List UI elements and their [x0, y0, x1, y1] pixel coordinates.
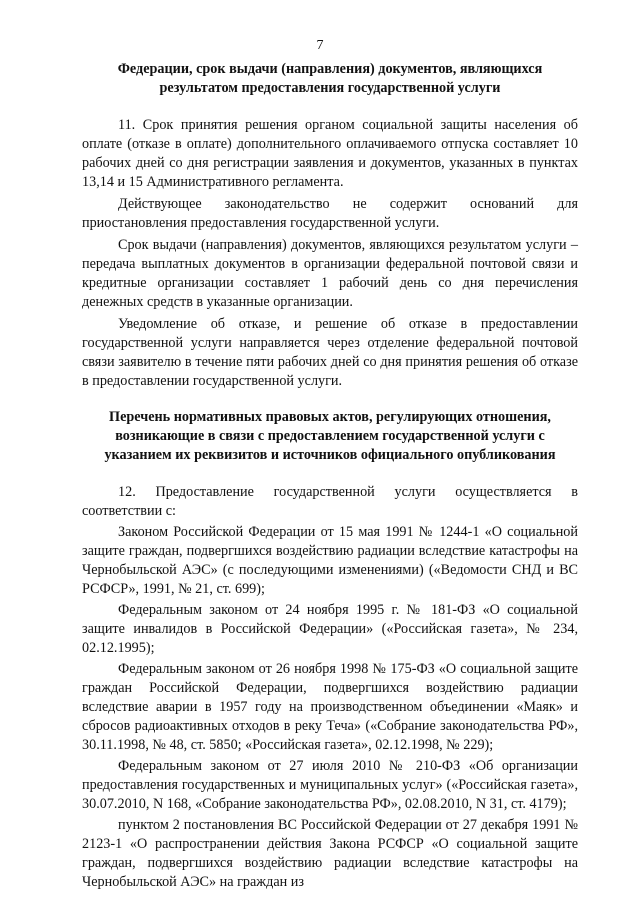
paragraph-12: 12. Предоставление государственной услуги осуществляется в соответствии с: [82, 484, 578, 519]
page-number: 7 [316, 38, 324, 53]
paragraph-no-suspension: Действующее законодательство не содержит оснований для приостановления предоставления государственной услуги. [82, 196, 578, 231]
paragraph-refusal-notice: Уведомление об отказе, и решение об отказе в предоставлении государственной услуги направляется через отделение федеральной почтовой связи заявителю в течение пяти рабочих дней со дня принятия решения об отказе в предоставлении государственной услуги. [82, 316, 578, 389]
section-heading-legal-acts: Перечень нормативных правовых актов, регулирующих отношения, возникающие в связи с предоставлением государственной услуги с указанием их реквизитов и источников официального опубликования [104, 409, 556, 463]
section-heading-deadlines: Федерации, срок выдачи (направления) документов, являющихся результатом предоставления государственной услуги [117, 61, 543, 96]
document-body [82, 60, 578, 892]
paragraph-11: 11. Срок принятия решения органом социальной защиты населения об оплате (отказе в оплате) дополнительного оплачиваемого отпуска составляет 10 рабочих дней со дня регистрации заявления и документов, указанных в пунктах 13,14 и 15 Административного регламента. [82, 117, 578, 190]
paragraph-resolution-2123-1: пунктом 2 постановления ВС Российской Федерации от 27 декабря 1991 № 2123-1 «О распространении действия Закона РСФСР «О социальной защите граждан, подвергшихся воздействию радиации вследствие катастрофы на Чернобыльской АЭС» на граждан из [82, 817, 578, 890]
paragraph-law-210-fz: Федеральным законом от 27 июля 2010 № 210-ФЗ «Об организации предоставления государственных и муниципальных услуг» («Российская газета», 30.07.2010, N 168, «Собрание законодательства РФ», 02.08.2010, N 31, ст. 4179); [82, 758, 578, 812]
paragraph-law-181-fz: Федеральным законом от 24 ноября 1995 г. № 181-ФЗ «О социальной защите инвалидов в Российской Федерации» («Российская газета», № 234, 02.12.1995); [82, 602, 578, 656]
paragraph-law-1244-1: Законом Российской Федерации от 15 мая 1991 № 1244-1 «О социальной защите граждан, подвергшихся воздействию радиации вследствие катастрофы на Чернобыльской АЭС» (с последующими изменениями) («Ведомости СНД и ВС РСФСР», 1991, № 21, ст. 699); [82, 524, 578, 597]
paragraph-delivery-deadline: Срок выдачи (направления) документов, являющихся результатом услуги – передача выплатных документов в организации федеральной почтовой связи и кредитные организации составляет 1 рабочий день со дня перечисления денежных средств в указанные организации. [82, 237, 578, 310]
paragraph-law-175-fz: Федеральным законом от 26 ноября 1998 № 175-ФЗ «О социальной защите граждан Российской Федерации, подвергшихся воздействию радиации вследствие аварии в 1957 году на производственном объединении «Маяк» и сбросов радиоактивных отходов в реку Теча» («Собрание законодательства РФ», 30.11.1998, № 48, ст. 5850; «Российская газета», 02.12.1998, № 229); [82, 661, 578, 753]
